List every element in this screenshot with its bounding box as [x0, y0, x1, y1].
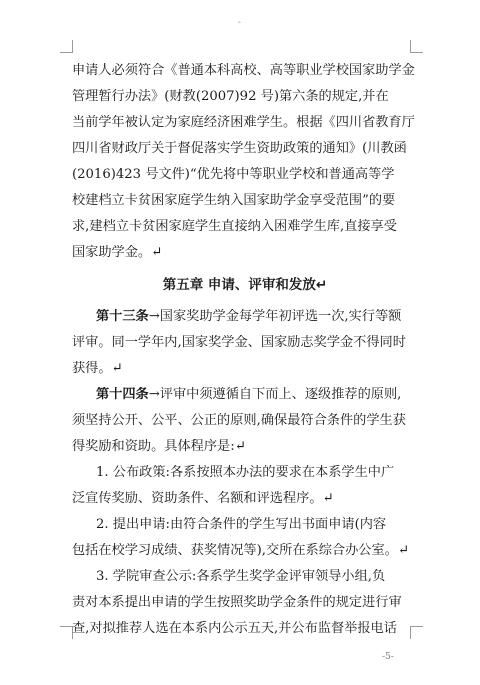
list-item-3-line: 3. 学院审查公示:各系学生奖学金评审领导小组,负 — [96, 569, 386, 584]
paragraph-line: 求,建档立卡贫困家庭学生直接纳入困难学生库,直接享受 — [72, 219, 397, 234]
article-14-text: →评审中须遵循自下而上、逐级推荐的原则, — [148, 387, 402, 402]
top-caret-mark: ‸ — [238, 14, 241, 23]
paragraph-line: 申请人必须符合《普通本科高校、高等职业学校国家助学金 — [72, 63, 415, 78]
paragraph-line: (2016)423 号文件)“优先将中等职业学校和普通高等学 — [72, 167, 395, 182]
paragraph-line: 校建档立卡贫困家庭学生纳入国家助学金享受范围”的要 — [72, 193, 396, 208]
article-13-text: →国家奖助学金每学年初评选一次,实行等额 — [148, 309, 402, 324]
paragraph-line: 查,对拟推荐人选在本系内公示五天,并公布监督举报电话 — [72, 621, 397, 636]
paragraph-line: 国家助学金。↵ — [72, 245, 163, 260]
paragraph-line: 责对本系提出申请的学生按照奖助学金条件的规定进行审 — [72, 595, 402, 610]
page-number: -5- — [382, 652, 394, 662]
paragraph-line: 泛宣传奖励、资助条件、名额和评选程序。↵ — [72, 491, 334, 506]
paragraph-line: 当前学年被认定为家庭经济困难学生。根据《四川省教育厅 — [72, 115, 415, 130]
corner-mark-top-right — [410, 40, 423, 53]
paragraph-line: 包括在校学习成绩、获奖情况等),交所在系综合办公室。↵ — [72, 543, 409, 558]
corner-mark-top-left — [60, 40, 73, 53]
paragraph-line: 四川省财政厅关于督促落实学生资助政策的通知》(川教函 — [72, 141, 407, 156]
paragraph-line: 须坚持公开、公平、公正的原则,确保最符合条件的学生获 — [72, 413, 406, 428]
article-13-first-line — [96, 309, 418, 325]
list-item-2-line: 2. 提出申请:由符合条件的学生写出书面申请(内容 — [96, 517, 387, 532]
article-13-label: 第十三条 — [96, 309, 149, 324]
list-item-1-line: 1. 公布政策:各系按照本办法的要求在本系学生中广 — [96, 465, 395, 480]
paragraph-line: 获得。↵ — [72, 361, 123, 376]
paragraph-line: 得奖励和资助。具体程序是:↵ — [72, 439, 246, 454]
paragraph-line: 评审。同一学年内,国家奖学金、国家励志奖学金不得同时 — [72, 335, 406, 350]
paragraph-line: 管理暂行办法》(财教(2007)92 号)第六条的规定,并在 — [72, 89, 389, 104]
chapter-heading: 第五章 申请、评审和发放↵ — [162, 277, 328, 293]
article-14-label: 第十四条 — [96, 387, 149, 402]
article-14-first-line — [96, 387, 418, 403]
